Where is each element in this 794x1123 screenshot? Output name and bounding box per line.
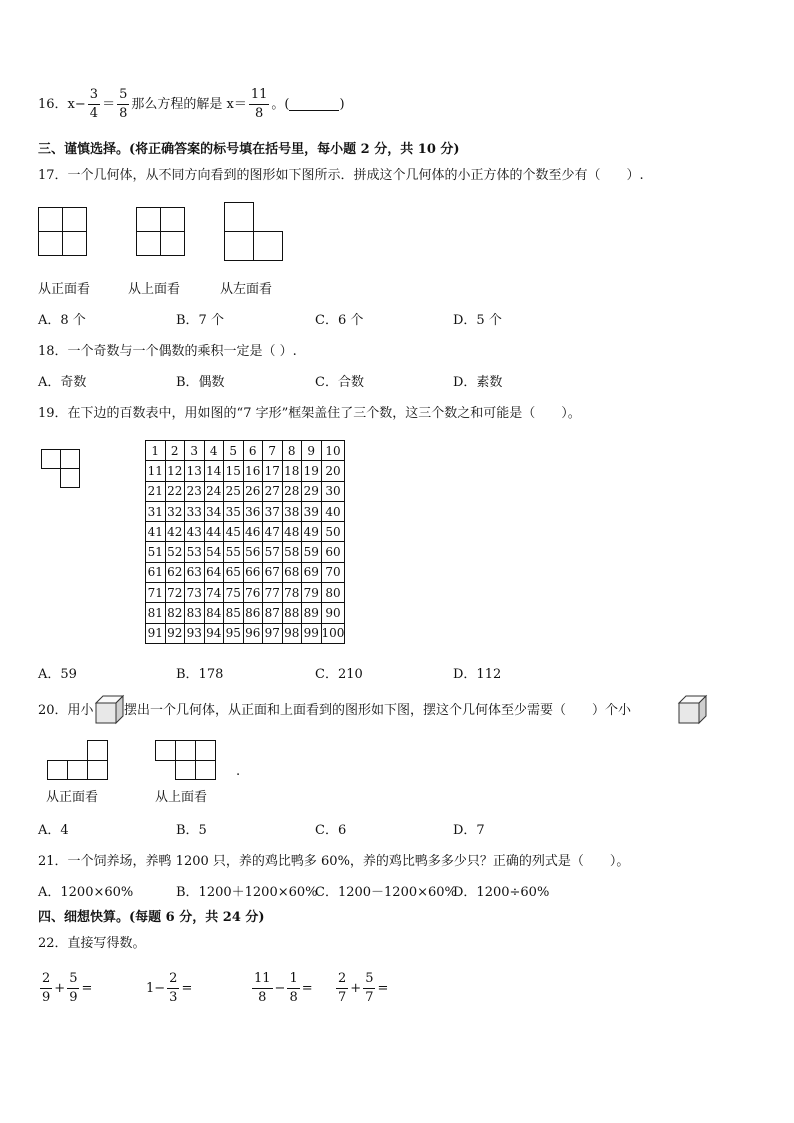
q22-expression-4: $\frac{2}{7}$ + $\frac{5}{7}$ = [338, 971, 389, 1005]
cube-icon [677, 694, 707, 724]
hundred-chart-cell: 59 [302, 542, 322, 562]
hundred-chart-cell: 9 [302, 441, 322, 461]
hundred-chart-cell: 35 [224, 501, 244, 521]
hundred-chart-cell: 86 [243, 603, 263, 623]
q19-hundred-chart [145, 440, 345, 644]
hundred-chart-cell: 6 [243, 441, 263, 461]
q20-figure-period: . [236, 764, 241, 779]
hundred-chart-row [146, 542, 345, 562]
hundred-chart-cell: 29 [302, 481, 322, 501]
hundred-chart-cell: 7 [263, 441, 283, 461]
hundred-chart-cell: 25 [224, 481, 244, 501]
q18-text: 18．一个奇数与一个偶数的乘积一定是（ ）. [38, 344, 297, 359]
hundred-chart-cell: 85 [224, 603, 244, 623]
q17-option-b[interactable]: B．7 个 [176, 313, 224, 328]
q22-expression-1: $\frac{2}{9}$ + $\frac{5}{9}$ = [42, 971, 93, 1005]
hundred-chart-cell: 61 [146, 562, 166, 582]
section-4-heading: 四、细想快算。(每题 6 分，共 24 分) [38, 910, 265, 925]
hundred-chart-cell: 17 [263, 461, 283, 481]
hundred-chart-cell: 2 [165, 441, 185, 461]
hundred-chart-cell: 20 [321, 461, 345, 481]
hundred-chart-cell: 79 [302, 583, 322, 603]
hundred-chart-cell: 88 [282, 603, 302, 623]
hundred-chart-cell: 11 [146, 461, 166, 481]
hundred-chart-cell: 19 [302, 461, 322, 481]
hundred-chart-cell: 67 [263, 562, 283, 582]
hundred-chart-cell: 21 [146, 481, 166, 501]
hundred-chart-cell: 26 [243, 481, 263, 501]
hundred-chart-cell: 31 [146, 501, 166, 521]
hundred-chart-cell: 95 [224, 623, 244, 643]
hundred-chart-cell: 82 [165, 603, 185, 623]
hundred-chart-cell: 96 [243, 623, 263, 643]
hundred-chart-cell: 76 [243, 583, 263, 603]
hundred-chart-cell: 27 [263, 481, 283, 501]
hundred-chart-cell: 56 [243, 542, 263, 562]
hundred-chart-cell: 72 [165, 583, 185, 603]
q16-fraction-1: $\frac{3}{4}$ [89, 87, 99, 121]
q18-option-d[interactable]: D．素数 [453, 375, 503, 390]
q19-option-c[interactable]: C．210 [315, 667, 363, 682]
hundred-chart-cell: 77 [263, 583, 283, 603]
q21-text: 21．一个饲养场，养鸭 1200 只，养的鸡比鸭多 60%，养的鸡比鸭多多少只？正确的列式是（ ）。 [38, 854, 630, 869]
q16-equation [38, 88, 345, 120]
q20-label-front: 从正面看 [46, 790, 99, 805]
hundred-chart-cell: 80 [321, 583, 345, 603]
hundred-chart-cell: 8 [282, 441, 302, 461]
hundred-chart-row [146, 562, 345, 582]
q18-option-c[interactable]: C．合数 [315, 375, 364, 390]
hundred-chart-cell: 73 [185, 583, 205, 603]
hundred-chart-cell: 32 [165, 501, 185, 521]
q21-option-d[interactable]: D．1200÷60% [453, 885, 550, 900]
hundred-chart-cell: 68 [282, 562, 302, 582]
hundred-chart-cell: 93 [185, 623, 205, 643]
hundred-chart-cell: 54 [204, 542, 224, 562]
q17-label-front: 从正面看 [38, 282, 91, 297]
q20-option-c[interactable]: C．6 [315, 823, 347, 838]
hundred-chart-cell: 91 [146, 623, 166, 643]
q17-option-a[interactable]: A．8 个 [38, 313, 86, 328]
q19-option-a[interactable]: A．59 [38, 667, 77, 682]
hundred-chart-cell: 39 [302, 501, 322, 521]
hundred-chart-cell: 28 [282, 481, 302, 501]
q22-text: 22．直接写得数。 [38, 936, 146, 951]
hundred-chart-cell: 50 [321, 522, 345, 542]
hundred-chart-cell: 70 [321, 562, 345, 582]
hundred-chart-cell: 12 [165, 461, 185, 481]
section-3-heading: 三、谨慎选择。(将正确答案的标号填在括号里，每小题 2 分，共 10 分) [38, 142, 460, 157]
q16-fraction-2: $\frac{5}{8}$ [119, 87, 128, 121]
hundred-chart-cell: 37 [263, 501, 283, 521]
hundred-chart-cell: 74 [204, 583, 224, 603]
hundred-chart-cell: 22 [165, 481, 185, 501]
hundred-chart-cell: 55 [224, 542, 244, 562]
hundred-chart-cell: 100 [321, 623, 345, 643]
q17-label-left: 从左面看 [220, 282, 273, 297]
q17-label-top: 从上面看 [128, 282, 181, 297]
hundred-chart-cell: 43 [185, 522, 205, 542]
hundred-chart-row [146, 501, 345, 521]
hundred-chart-cell: 38 [282, 501, 302, 521]
hundred-chart-cell: 46 [243, 522, 263, 542]
hundred-chart-cell: 92 [165, 623, 185, 643]
hundred-chart-cell: 48 [282, 522, 302, 542]
hundred-chart-cell: 62 [165, 562, 185, 582]
hundred-chart-cell: 49 [302, 522, 322, 542]
hundred-chart-cell: 13 [185, 461, 205, 481]
hundred-chart-cell: 44 [204, 522, 224, 542]
hundred-chart-cell: 18 [282, 461, 302, 481]
hundred-chart-cell: 84 [204, 603, 224, 623]
hundred-chart-cell: 97 [263, 623, 283, 643]
q20-label-top: 从上面看 [155, 790, 208, 805]
hundred-chart-cell: 66 [243, 562, 263, 582]
q18-option-a[interactable]: A．奇数 [38, 375, 87, 390]
hundred-chart-cell: 69 [302, 562, 322, 582]
hundred-chart-row [146, 522, 345, 542]
hundred-chart-cell: 36 [243, 501, 263, 521]
hundred-chart-cell: 58 [282, 542, 302, 562]
q18-option-b[interactable]: B．偶数 [176, 375, 225, 390]
q17-option-c[interactable]: C．6 个 [315, 313, 364, 328]
q19-option-d[interactable]: D．112 [453, 667, 502, 682]
hundred-chart-cell: 94 [204, 623, 224, 643]
hundred-chart-cell: 65 [224, 562, 244, 582]
q19-text: 19．在下边的百数表中，用如图的“7 字形”框架盖住了三个数，这三个数之和可能是（ ）。 [38, 406, 581, 421]
hundred-chart-cell: 45 [224, 522, 244, 542]
cube-icon [94, 694, 124, 724]
hundred-chart-cell: 64 [204, 562, 224, 582]
q17-text: 17．一个几何体，从不同方向看到的图形如下图所示．拼成这个几何体的小正方体的个数至少有（ ）. [38, 168, 644, 183]
q16-end-text: 。( [271, 96, 290, 112]
hundred-chart-row [146, 461, 345, 481]
q16-close-paren: ) [339, 96, 345, 112]
hundred-chart-row [146, 583, 345, 603]
hundred-chart-row [146, 441, 345, 461]
hundred-chart-cell: 24 [204, 481, 224, 501]
hundred-chart-cell: 71 [146, 583, 166, 603]
hundred-chart-cell: 16 [243, 461, 263, 481]
hundred-chart-cell: 1 [146, 441, 166, 461]
q16-middle-text: 那么方程的解是 x＝ [131, 96, 247, 112]
q16-fraction-3: $\frac{11}{8}$ [250, 87, 268, 121]
hundred-chart-cell: 3 [185, 441, 205, 461]
hundred-chart-cell: 4 [204, 441, 224, 461]
hundred-chart-cell: 63 [185, 562, 205, 582]
hundred-chart-cell: 60 [321, 542, 345, 562]
hundred-chart-cell: 30 [321, 481, 345, 501]
q20-option-d[interactable]: D．7 [453, 823, 485, 838]
hundred-chart-cell: 52 [165, 542, 185, 562]
q20-option-b[interactable]: B．5 [176, 823, 207, 838]
hundred-chart-cell: 99 [302, 623, 322, 643]
hundred-chart-cell: 15 [224, 461, 244, 481]
q20-option-a[interactable]: A．4 [38, 823, 69, 838]
hundred-chart-cell: 89 [302, 603, 322, 623]
q22-expression-2: 1− $\frac{2}{3}$ = [146, 971, 193, 1005]
hundred-chart-cell: 34 [204, 501, 224, 521]
hundred-chart-cell: 33 [185, 501, 205, 521]
q17-option-d[interactable]: D．5 个 [453, 313, 502, 328]
hundred-chart-cell: 51 [146, 542, 166, 562]
hundred-chart-cell: 57 [263, 542, 283, 562]
q22-expression-3: $\frac{11}{8}$ − $\frac{1}{8}$ = [254, 971, 313, 1005]
hundred-chart-cell: 98 [282, 623, 302, 643]
hundred-chart-cell: 5 [224, 441, 244, 461]
q16-lead: 16．x− [38, 96, 86, 112]
q21-option-a[interactable]: A．1200×60% [38, 885, 134, 900]
hundred-chart-cell: 83 [185, 603, 205, 623]
hundred-chart-cell: 10 [321, 441, 345, 461]
q21-option-b[interactable]: B．1200＋1200×60% [176, 885, 318, 900]
q20-text-main: 摆出一个几何体，从正面和上面看到的图形如下图，摆这个几何体至少需要（ ）个小 [124, 703, 632, 718]
hundred-chart-row [146, 481, 345, 501]
q19-option-b[interactable]: B．178 [176, 667, 224, 682]
hundred-chart-cell: 90 [321, 603, 345, 623]
hundred-chart-row [146, 623, 345, 643]
q16-equals: ＝ [102, 96, 116, 112]
hundred-chart-cell: 75 [224, 583, 244, 603]
hundred-chart-cell: 40 [321, 501, 345, 521]
hundred-chart-cell: 23 [185, 481, 205, 501]
q20-text-start: 20．用小 [38, 703, 94, 718]
q16-answer-blank[interactable] [289, 98, 339, 111]
hundred-chart-cell: 87 [263, 603, 283, 623]
hundred-chart-cell: 14 [204, 461, 224, 481]
hundred-chart-cell: 53 [185, 542, 205, 562]
hundred-chart-cell: 41 [146, 522, 166, 542]
hundred-chart-cell: 78 [282, 583, 302, 603]
hundred-chart-cell: 47 [263, 522, 283, 542]
hundred-chart-cell: 42 [165, 522, 185, 542]
hundred-chart-cell: 81 [146, 603, 166, 623]
q21-option-c[interactable]: C．1200－1200×60% [315, 885, 457, 900]
hundred-chart-row [146, 603, 345, 623]
